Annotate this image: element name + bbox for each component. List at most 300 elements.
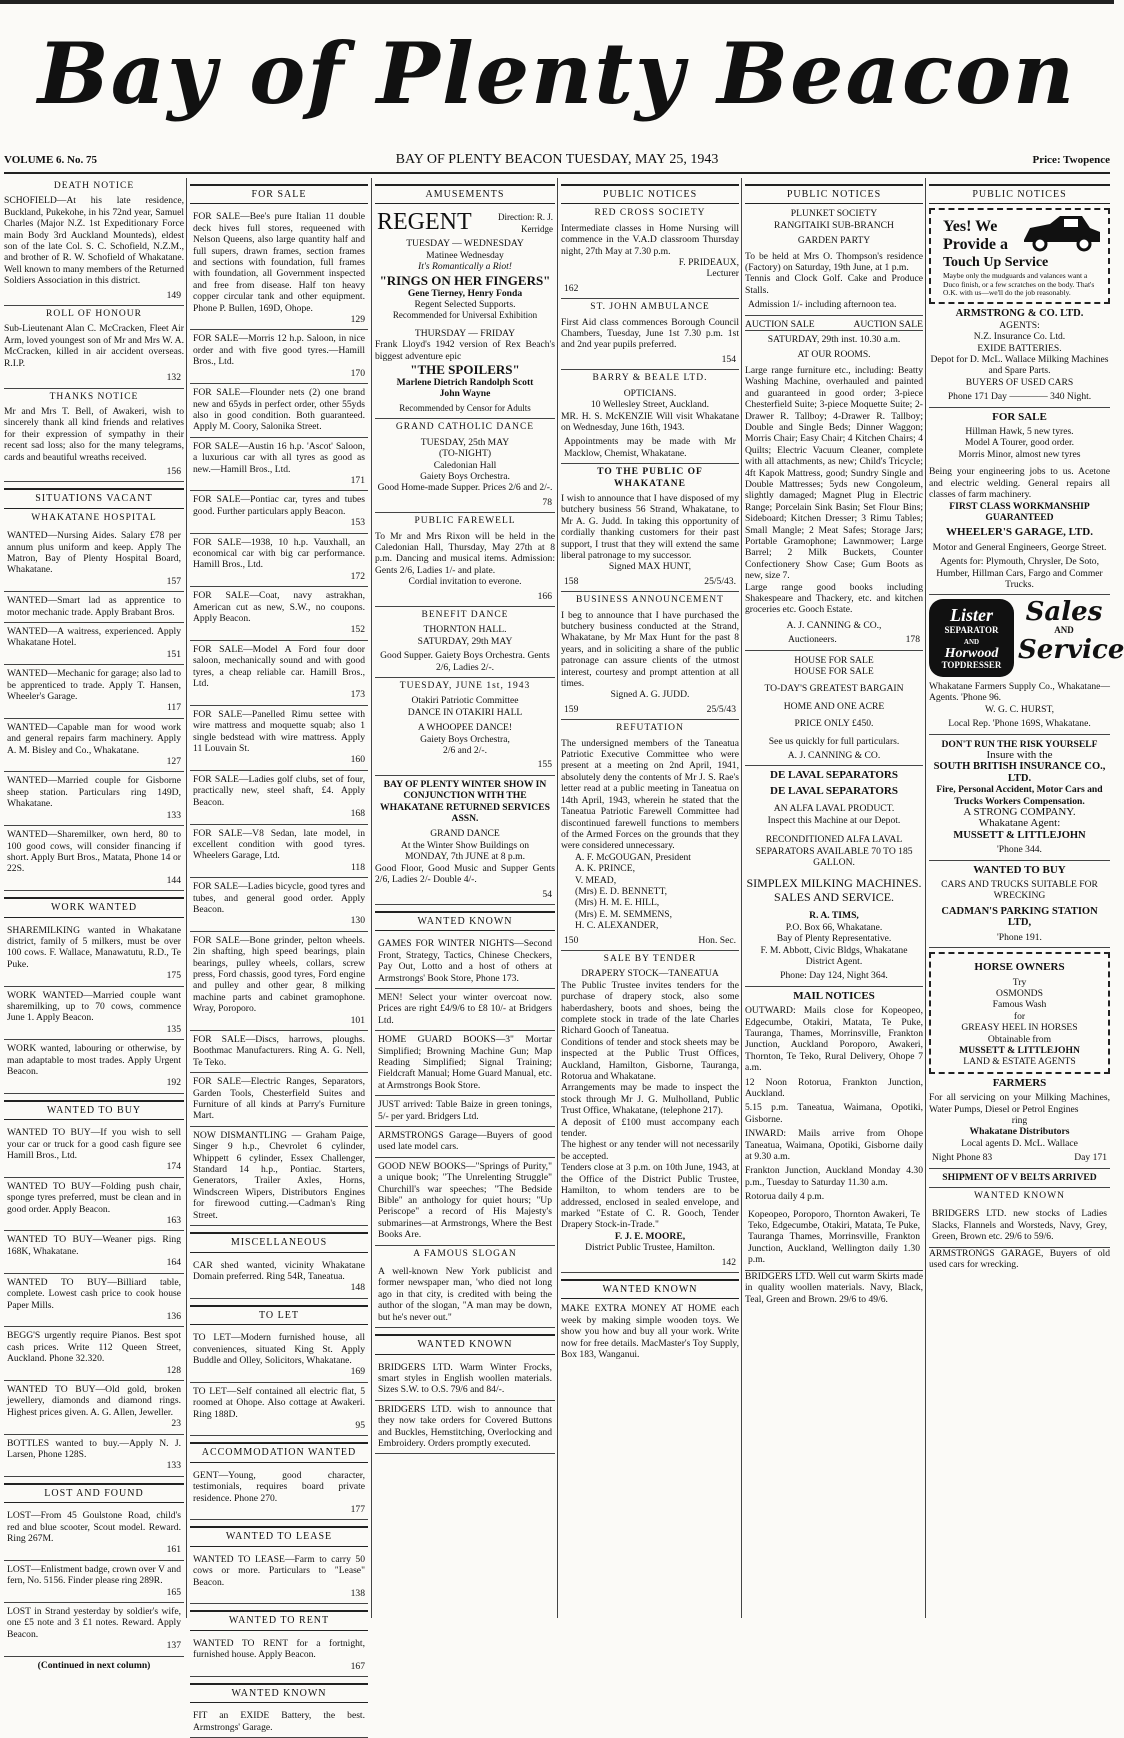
classified-ad <box>190 1257 368 1299</box>
situations-vacant-heading: SITUATIONS VACANT <box>4 488 184 508</box>
simplex: SIMPLEX MILKING MACHINES. <box>746 876 922 891</box>
ad-ref: 129 <box>350 314 365 326</box>
hospital-heading: WHAKATANE HOSPITAL <box>31 512 157 523</box>
business-heading: BUSINESS ANNOUNCEMENT <box>576 595 724 606</box>
tender-text-5: The highest or any tender will not necessarily be accepted. <box>561 1139 739 1162</box>
classified-ad-text: LOST—Enlistment badge, crown over V and fern, No. 5156. Finder please ring 289R. <box>7 1563 181 1587</box>
wheelers-garage: WHEELER'S GARAGE, LTD. <box>946 526 1093 539</box>
classified-ad <box>375 935 555 989</box>
ad-ref: 118 <box>350 861 365 873</box>
work-wanted-list <box>4 922 184 1094</box>
auction-date: SATURDAY, 29th inst. 10.30 a.m. <box>745 330 923 345</box>
classified-ad-text: GOOD NEW BOOKS—"Springs of Purity," a unique book; "The Unrelenting Struggle" Churchill's war speeches; "The Bedside Bible" an anthology for quiet hours; "Up Periscope" a record of His Majesty's submarines—at Armstrongs, Where the Best Books Are. <box>378 1160 552 1241</box>
ad-ref: 138 <box>350 1588 365 1600</box>
film-1-stars: Gene Tierney, Henry Fonda <box>407 287 523 299</box>
mail-inward: INWARD: Mails arrive from Ohope Taneatua, Waimana, Opotiki, Gisborne daily at 9.30 a.m. <box>745 1128 923 1163</box>
classified-ad-text: FOR SALE—Morris 12 h.p. Saloon, in nice order and with five good tyres.—Hamill Bros., Ltd. <box>193 333 365 368</box>
wanted-known-heading: WANTED KNOWN <box>561 1279 739 1299</box>
whoopee-price: 2/6 and 2/-. <box>443 745 487 757</box>
classified-ad <box>4 1274 184 1328</box>
abbott: F. M. Abbott, Civic Bldgs, Whakatane District Agent. <box>760 944 908 967</box>
public-of-whakatane-heading: TO THE PUBLIC OF WHAKATANE <box>597 467 703 489</box>
public-sign: Signed MAX HUNT, <box>608 561 692 573</box>
ad-ref: 177 <box>350 1504 365 1515</box>
tender-text-3: Arrangements may be made to inspect the stock through Mr J. G. Mulholland, Public Trust Office, Whakatane, (telephone 217). <box>561 1082 739 1117</box>
classified-ad <box>4 1231 184 1273</box>
classified-ad <box>4 1561 184 1603</box>
column-3 <box>375 178 555 1618</box>
red-cross-heading: RED CROSS SOCIETY <box>594 208 706 219</box>
film-2-stars-2: John Wayne <box>439 388 491 400</box>
mail-noon: 12 Noon Rotorua, Frankton Junction, Auckland. <box>745 1076 923 1099</box>
film-2-title: "THE SPOILERS" <box>410 362 520 378</box>
column-rule <box>741 178 742 1618</box>
try: Try <box>1012 976 1027 988</box>
plunket-society: PLUNKET SOCIETY <box>790 208 878 220</box>
regent-days-1: TUESDAY — WEDNESDAY <box>406 238 524 250</box>
lost-and-found-heading: LOST AND FOUND <box>4 1483 184 1503</box>
catholic-dance-heading: GRAND CATHOLIC DANCE <box>395 422 535 433</box>
classified-ad <box>190 1467 368 1521</box>
classified-ad <box>190 1073 368 1127</box>
classified-ad <box>190 1707 368 1738</box>
barry-address: 10 Wellesley Street, Auckland. <box>590 399 710 411</box>
barry-opticians: OPTICIANS. <box>623 387 677 399</box>
classified-ad-text: ARMSTRONGS Garage—Buyers of good used late model cars. <box>378 1130 552 1153</box>
business-sign: Signed A. G. JUDD. <box>610 689 690 701</box>
classified-ad-text: WORK WANTED—Married couple want sharemilking, up to 70 cows, commence June 1. Apply Beacon. <box>7 989 181 1024</box>
ad-ref: 130 <box>350 915 365 927</box>
ad-ref: 165 <box>166 1586 181 1598</box>
touch-up-header <box>935 214 1104 298</box>
ad-ref: 95 <box>355 1419 365 1431</box>
ad-ref: 169 <box>350 1366 365 1378</box>
mail-notices-heading: MAIL NOTICES <box>793 989 875 1002</box>
ad-ref: 101 <box>350 1014 365 1026</box>
known-list <box>190 1707 368 1738</box>
ad-ref: 54 <box>375 886 555 905</box>
first-class: FIRST CLASS WORKMANSHIP GUARANTEED <box>949 500 1090 523</box>
refutation-ref-row <box>561 932 739 951</box>
classified-ad-text: WANTED—Capable man for wood work and general repairs farm machinery. Apply A. M. Bisley and Co., Whakatane. <box>7 721 181 756</box>
for: for <box>1013 1010 1026 1022</box>
tender-role: District Public Trustee, Hamilton. <box>585 1242 715 1254</box>
classified-ad <box>190 1383 368 1437</box>
ad-ref: 142 <box>561 1254 739 1273</box>
classified-ad-text: SHAREMILKING wanted in Whakatane district, family of 5 milkers, must be over 100 cows. F. Wallace, Manawatutu, R.D., Te Puke. <box>7 924 181 970</box>
death-notice-heading: DEATH NOTICE <box>53 181 135 191</box>
representative: Bay of Plenty Representative. <box>776 933 892 945</box>
column-6 <box>929 178 1124 1618</box>
classified-ad <box>190 1551 368 1605</box>
local-rep: Local Rep. 'Phone 169S, Whakatane. <box>929 715 1110 734</box>
classified-ad-text: TO LET—Self contained all electric flat, 5 roomed at Ohope. Also cottage at Awakeri. Ring 188D. <box>193 1385 365 1420</box>
wanted-to-buy-heading: WANTED TO BUY <box>4 1100 184 1120</box>
auction-sale-right: AUCTION SALE <box>853 318 923 330</box>
sale-morris: Morris Minor, almost new tyres <box>958 448 1081 460</box>
whakatane-agent: Whakatane Agent: <box>978 817 1061 830</box>
ad-ref: 132 <box>4 369 184 388</box>
classified-ad <box>190 1127 368 1226</box>
classified-ad-text: WANTED TO BUY—Billiard table, complete. Lowest cash price to cook house Paper Mills. <box>7 1276 181 1311</box>
sale-by-tender-heading: SALE BY TENDER <box>603 953 697 964</box>
canning-2: A. J. CANNING & CO. <box>745 747 923 766</box>
wanted-known-text: MAKE EXTRA MONEY AT HOME each week by making simple wooden toys. We show you how and buy all your work. Write now for free details. MacMaster's Toy Supply, Box 183, Wanganui. <box>561 1303 739 1360</box>
classified-ad <box>4 1381 184 1435</box>
accommodation-heading: ACCOMMODATION WANTED <box>190 1442 368 1462</box>
farewell-heading: PUBLIC FAREWELL <box>414 516 516 527</box>
ad-ref: 173 <box>350 689 365 701</box>
slogan-heading: A FAMOUS SLOGAN <box>413 1248 517 1259</box>
refutation-heading: REFUTATION <box>616 723 684 734</box>
classified-ad <box>190 825 368 879</box>
st-john-text: First Aid class commences Borough Council Chambers, Tuesday, June 1st 7.30 p.m. 1st and 2nd year pupils preferred. <box>561 316 739 351</box>
buyers-used-cars: BUYERS OF USED CARS <box>965 376 1074 388</box>
regent-days-2: THURSDAY — FRIDAY <box>414 327 516 339</box>
catholic-supper: Good Home-made Supper. Prices 2/6 and 2/-. <box>377 482 553 494</box>
wanted-to-rent-heading: WANTED TO RENT <box>190 1610 368 1630</box>
farmers-supply: Whakatane Farmers Supply Co., Whakatane—Agents. 'Phone 96. <box>929 680 1110 704</box>
public-ref-row <box>561 573 739 592</box>
classified-ad <box>4 665 184 719</box>
touch-up-ad <box>929 208 1110 304</box>
ad-ref: 192 <box>166 1077 181 1089</box>
classified-ad-text: WANTED—Sharemilker, own herd, 80 to 100 good cows, will consider financing if short. Apply Burt Bros., Matata, Phone 14 or 22S. <box>7 829 181 875</box>
sales-and-service: SALES AND SERVICE. <box>773 890 895 905</box>
mussett-littlejohn: MUSSETT & LITTLEJOHN <box>953 829 1086 841</box>
touch-up-small: Maybe only the mudguards and valances want a Duco finish, or a few scratches on the body. That's O.K. with us—we'll do the job reasonably. <box>943 271 1095 298</box>
known-list <box>375 935 555 1245</box>
reconditioned: RECONDITIONED ALFA LAVAL SEPARATORS AVAILABLE 70 TO 185 GALLON. <box>755 834 913 868</box>
tender-text-2: Conditions of tender and stock sheets may be inspected at the Public Trust Offices, Auckland, Hamilton, Gisborne, Tauranga, Rotorua and Whakatane. <box>561 1036 739 1083</box>
catholic-orchestra: Gaiety Boys Orchestra. <box>420 470 510 482</box>
matinee: Matinee Wednesday <box>426 249 504 261</box>
winter-text: Good Floor, Good Music and Supper Gents 2/6, Ladies 2/- Double 4/-. <box>375 862 555 886</box>
column-rule <box>925 178 926 1618</box>
ad-ref: 155 <box>375 756 555 775</box>
film-1-title: "RINGS ON HER FINGERS" <box>379 272 551 288</box>
classified-ad-text: FOR SALE—Model A Ford four door saloon, mechanically sound and with good tyres, a cheap reliable car. Hamill Bros., Ltd. <box>193 643 365 690</box>
for-sale-heading: FOR SALE <box>190 184 368 204</box>
miscellaneous-heading: MISCELLANEOUS <box>190 1232 368 1252</box>
known-1: BRIDGERS LTD. new stocks of Ladies Slacks, Flannels and Worsteds, Navy, Grey, Green, Brown etc. 29/6 to 59/6. <box>929 1205 1110 1247</box>
for-sale-list <box>190 208 368 1226</box>
mail-rotorua: Rotorua daily 4 p.m. <box>745 1191 825 1203</box>
ad-ref: 153 <box>350 517 365 529</box>
signatory: (Mrs) E. D. BENNETT, <box>575 885 668 897</box>
amusements-heading: AMUSEMENTS <box>375 184 555 204</box>
classified-ad-text: BRIDGERS LTD. Warm Winter Frocks, smart styles in English woollen materials. Sizes S.W. to O.S. 79/6 and 84/-. <box>378 1361 552 1396</box>
signatory: A. F. McGOUGAN, President <box>575 851 691 863</box>
osmonds: OSMONDS <box>996 987 1043 999</box>
sale-hillman: Hillman Hawk, 5 new tyres. <box>965 426 1074 438</box>
ad-ref: 154 <box>561 351 739 370</box>
classified-ad-text: MEN! Select your winter overcoat now. Prices are right £4/9/6 to £8 10/- at Bridgers Ltd. <box>378 991 552 1026</box>
hon-sec: Hon. Sec. <box>698 934 736 946</box>
classified-ad <box>190 587 368 641</box>
tender-text-4: A deposit of £100 must accompany each tender. <box>561 1116 739 1140</box>
roll-of-honour-heading: ROLL OF HONOUR <box>46 309 142 320</box>
classified-ad-text: WANTED TO BUY—Weaner pigs. Ring 168K, Whakatane. <box>7 1234 181 1257</box>
classified-ad <box>375 1359 555 1401</box>
business-date: 25/5/43 <box>706 703 736 715</box>
classified-ad <box>190 706 368 771</box>
lister-word: Lister <box>950 605 993 626</box>
misc-list <box>190 1257 368 1299</box>
price: Price: Twopence <box>1032 154 1110 166</box>
catholic-date: TUESDAY, 25th MAY <box>420 436 510 448</box>
classified-ad <box>4 922 184 987</box>
classified-ad <box>4 826 184 891</box>
regent-name: REGENT <box>377 209 472 236</box>
classified-ad-text: WANTED—Smart lad as apprentice to motor mechanic trade. Apply Brabant Bros. <box>7 595 181 618</box>
topdresser-word: TOPDRESSER <box>941 659 1002 670</box>
classified-ad <box>375 1158 555 1246</box>
ad-ref: 172 <box>350 570 365 582</box>
wanted-known-heading-2: WANTED KNOWN <box>375 1334 555 1354</box>
ad-ref: 156 <box>4 463 184 482</box>
horse-owners-heading: HORSE OWNERS <box>974 961 1065 974</box>
sales-and-word: AND <box>1054 625 1074 636</box>
classified-ad-text: JUST arrived: Table Baize in green tonings, 5/- per yard. Bridgers Ltd. <box>378 1099 552 1122</box>
classified-ad-text: WANTED TO RENT for a fortnight, furnished house. Apply Beacon. <box>193 1637 365 1661</box>
motor-engineers: Motor and General Engineers, George Street. <box>932 541 1107 553</box>
classified-ad <box>190 534 368 588</box>
film-2-blurb: Frank Lloyd's 1942 version of Rex Beach's biggest adventure epic <box>375 339 555 362</box>
mail-outward: OUTWARD: Mails close for Kopeopeo, Edgecumbe, Otakiri, Matata, Te Puke, Tauranga, Thames, Morrinsville, Frankton Junction, Auckland Poroporo, Awakeri, Thornton, Te Teko, Rural Delivery, Ohope 7 a.m. <box>745 1005 923 1074</box>
classified-ad-text: FOR SALE—Electric Ranges, Separators, Garden Tools, Chesterfield Suites and Furniture of all kinds at Parry's Furniture Mart. <box>193 1076 365 1122</box>
catholic-hall: Caledonian Hall <box>433 459 497 471</box>
classified-ad <box>375 1127 555 1158</box>
bridgers-skirts: BRIDGERS LTD. Well cut warm Skirts made in quality woollen materials. Navy, Black, Teal, Green and Brown. 29/6 to 49/6. <box>745 1270 923 1305</box>
wanted-known-heading: WANTED KNOWN <box>190 1683 368 1703</box>
column-rule <box>371 178 372 1618</box>
ad-ref: 78 <box>375 494 555 513</box>
benefit-dance-heading: BENEFIT DANCE <box>421 609 509 620</box>
benefit-text: Good Supper. Gaiety Boys Orchestra. Gents 2/6, Ladies 2/-. <box>375 647 555 678</box>
signatory: H. C. ALEXANDER, <box>575 920 659 932</box>
garden-party: GARDEN PARTY <box>797 235 871 247</box>
ad-ref: 170 <box>350 367 365 379</box>
public-notices-heading: PUBLIC NOTICES <box>561 184 739 204</box>
public-notices-heading: PUBLIC NOTICES <box>929 184 1110 204</box>
classified-ad <box>190 932 368 1031</box>
classified-ad-text: WANTED TO BUY—Old gold, broken jewellery, diamonds and diamond rings. Highest prices given. A. G. Allen, Jeweller. <box>7 1383 181 1418</box>
sale-model-a: Model A Tourer, good order. <box>964 437 1075 449</box>
ad-ref: 157 <box>166 575 181 587</box>
hurst: W. G. C. HURST, <box>984 703 1055 715</box>
phone-171: Phone 171 Day ———— 340 Night. <box>929 388 1110 407</box>
ad-ref: 135 <box>166 1023 181 1035</box>
classified-ad <box>4 1435 184 1477</box>
exide: EXIDE BATTERIES. <box>977 342 1062 354</box>
ad-ref: 164 <box>166 1257 181 1269</box>
distributors: Whakatane Distributors <box>969 1126 1070 1138</box>
situations-list <box>4 527 184 891</box>
signatory: V. MEAD, <box>575 874 617 886</box>
wanted-to-buy-heading: WANTED TO BUY <box>973 863 1066 876</box>
masthead-title: Bay of Plenty Beacon <box>37 24 1077 123</box>
horse-owners-ad <box>929 952 1110 1074</box>
classified-ad <box>4 592 184 623</box>
obtainable: Obtainable from <box>987 1033 1052 1045</box>
grand-dance: GRAND DANCE <box>430 828 500 840</box>
separator-word: SEPARATOR <box>944 625 999 636</box>
classified-ad <box>4 772 184 826</box>
phones-row <box>929 1149 1110 1168</box>
garden-text: To be held at Mrs O. Thompson's residence (Factory) on Saturday, 19th June, at 1 p.m. <box>745 250 923 274</box>
accommodation-list <box>190 1467 368 1521</box>
classified-ad <box>190 330 368 384</box>
classified-ad-text: GAMES FOR WINTER NIGHTS—Second Front, Strategy, Tactics, Chinese Checkers, Pay Out, Lotto and a host of others at Armstrongs' Book Store, Phone 173. <box>378 938 552 984</box>
public-date: 25/5/43. <box>704 575 736 587</box>
whoopee-orchestra: Gaiety Boys Orchestra, <box>420 733 510 745</box>
ad-ref: 127 <box>166 756 181 768</box>
rangitaiki-sub-branch: RANGITAIKI SUB-BRANCH <box>774 219 894 231</box>
work-wanted-heading: WORK WANTED <box>4 897 184 917</box>
classified-ad-text: FOR SALE—Discs, harrows, ploughs. Boothmac Manufacturers. Ring A. G. Nell, Te Teko. <box>193 1034 365 1068</box>
classified-ad <box>4 527 184 592</box>
ad-ref: 133 <box>166 1460 181 1472</box>
catholic-tonight: (TO-NIGHT) <box>438 448 492 460</box>
film-2-stars: Marlene Dietrich Randolph Scott <box>396 377 534 389</box>
agents-for: Agents for: Plymouth, Chrysler, De Soto, Humber, Hillman Cars, Fargo and Commer Trucks. <box>929 553 1110 595</box>
barry-text-2: Appointments may be made with Mr Macklow, Chemist, Whakatane. <box>561 433 739 464</box>
film-2-rating: Recommended by Censor for Adults <box>375 400 555 419</box>
business-ref-row <box>561 701 739 720</box>
armstrong: ARMSTRONG & CO. LTD. <box>955 308 1084 320</box>
famous-wash: Famous Wash <box>992 999 1047 1011</box>
tender-text: The Public Trustee invites tenders for the purchase of drapery stock, also some haberdashery, boots and shoes, being the complete stock in trade of the late Charles Richard Gooch of Taneatua. <box>561 979 739 1037</box>
dateline-bar <box>4 150 1110 174</box>
classified-ad-text: WANTED—Nursing Aides. Salary £78 per annum plus uniform and keep. Apply The Matron, Bay of Plenty Hospital Board, Whakatane. <box>7 530 181 576</box>
cadman: CADMAN'S PARKING STATION LTD, <box>941 905 1098 929</box>
classified-ad-text: FOR SALE—1938, 10 h.p. Vauxhall, an economical car with big car performance. Hamill Bros., Ltd. <box>193 536 365 571</box>
insure: Insure with the <box>986 749 1053 761</box>
red-cross-sign: F. PRIDEAUX, <box>678 257 739 269</box>
ad-ref: 151 <box>166 648 181 660</box>
classified-ad-text: BOTTLES wanted to buy.—Apply N. J. Larsen, Phone 128S. <box>7 1437 181 1460</box>
car-icon <box>1020 214 1102 252</box>
garden-text-2: Tennis and Clock Golf. Cake and Produce Stalls. <box>745 273 923 296</box>
classified-ad <box>375 1031 555 1096</box>
thanks-notice-text: Mr and Mrs T. Bell, of Awakeri, wish to sincerely thank all kind friends and relatives for their expression of sympathy in their recent sad loss; also for the many telegrams, cards and beautiful wreaths received. <box>4 405 184 463</box>
to-let-heading: TO LET <box>190 1305 368 1325</box>
night-phone: Night Phone 83 <box>932 1152 993 1164</box>
classified-ad-text: WANTED TO BUY—Folding push chair, sponge tyres preferred, must be clean and in good order. Apply Beacon. <box>7 1180 181 1215</box>
ad-ref: 133 <box>166 809 181 821</box>
farmers-text: For all servicing on your Milking Machines, Water Pumps, Diesel or Petrol Engines <box>929 1092 1110 1115</box>
land-estate: LAND & ESTATE AGENTS <box>963 1056 1076 1068</box>
and-word: AND <box>963 637 980 646</box>
classified-ad <box>375 1401 555 1455</box>
house-price: PRICE ONLY £450. <box>794 718 874 730</box>
classified-ad <box>4 987 184 1041</box>
classified-ad-text: WANTED TO BUY—If you wish to sell your car or truck for a good cash figure see Hamill Bros., Ltd. <box>7 1127 181 1162</box>
death-notice-text: SCHOFIELD—At his late residence, Buckland, Pukekohe, in his 72nd year, Samuel Charles (Major N.Z. 1st Expeditionary Force main Body 3rd Auckland Mounteds), eldest son of the late Col. S. C. Schofield, N.Z.M., and brother of R. W. Schofield of Whakatane. Well known to many members of the Returned Soldiers Association in this district. <box>4 195 184 287</box>
classified-ad <box>190 1031 368 1073</box>
inspect-machine: Inspect this Machine at our Depot. <box>767 814 901 826</box>
refutation-text: The undersigned members of the Taneatua Patriotic Executive Committee who were present at a meeting on 2nd April, 1941, absolutely deny the contents of Mr J. S. Rae's letter read at a public meeting in Taneatua on 14th April, 1943, wherein he stated that the Taneatua Patriotic Farewell Committee had discontinued farewell functions to members of the Armed Forces on the grounds that they were considered unnecessary. <box>561 737 739 852</box>
po-box: P.O. Box 66, Whakatane. <box>785 921 883 933</box>
ad-ref: 175 <box>166 970 181 982</box>
ad-ref: 136 <box>166 1310 181 1322</box>
home-and-acre: HOME AND ONE ACRE <box>783 700 885 712</box>
classified-ad-text: GENT—Young, good character, testimonials, requires board private residence. Phone 270. <box>193 1469 365 1504</box>
service-word: Service <box>1018 634 1124 665</box>
lease-list <box>190 1551 368 1605</box>
de-laval-2: DE LAVAL SEPARATORS <box>770 784 898 797</box>
tender-sign: F. J. E. MOORE, <box>614 1230 686 1242</box>
auction-sale-left: AUCTION SALE <box>745 318 815 330</box>
ad-ref: 162 <box>561 280 739 299</box>
masthead <box>0 0 1114 150</box>
signatories <box>561 852 739 932</box>
classified-ad <box>190 1329 368 1383</box>
risk: DON'T RUN THE RISK YOURSELF <box>941 738 1098 750</box>
day-phone: Day 171 <box>1074 1152 1107 1164</box>
phone-numbers: Phone: Day 124, Night 364. <box>745 967 923 986</box>
phone-191: 'Phone 191. <box>929 929 1110 948</box>
column-4 <box>561 178 739 1618</box>
ad-ref: 117 <box>166 702 181 714</box>
classified-ad-text: WANTED TO LEASE—Farm to carry 50 cows or more. Particulars to "Lease" Beacon. <box>193 1553 365 1588</box>
classified-ad <box>4 623 184 665</box>
column-1 <box>4 178 184 1671</box>
for-sale-heading: FOR SALE <box>992 410 1047 423</box>
classified-ad-text: BEGG'S urgently require Pianos. Best spot cash prices. Write 112 Queen Street, Auckland. Phone 32.320. <box>7 1330 181 1365</box>
mail-five: 5.15 p.m. Taneatua, Waimana, Opotiki, Gisborne. <box>745 1102 923 1125</box>
st-john-heading: ST. JOHN AMBULANCE <box>590 302 710 313</box>
farewell-invitation: Cordial invitation to everone. <box>408 576 522 588</box>
ad-ref: 163 <box>166 1215 181 1227</box>
farmers-heading: FARMERS <box>992 1076 1047 1089</box>
classified-ad <box>190 438 368 492</box>
auction-heading <box>745 319 923 330</box>
classified-ad-text: LOST—From 45 Goulstone Road, child's red and blue scooter, Scout model. Reward. Ring 267M. <box>7 1510 181 1544</box>
classified-ad-text: BRIDGERS LTD. wish to announce that they now take orders for Covered Buttons and Buckles, Hemstitching, Overlocking and Embroidery. Orders promptly executed. <box>378 1403 552 1449</box>
ad-ref: 144 <box>166 874 181 886</box>
sales-and-service-logo <box>1018 597 1124 677</box>
wanted-known-heading: WANTED KNOWN <box>375 911 555 931</box>
benefit-date: SATURDAY, 29th MAY <box>417 635 513 647</box>
auction-text-2: Large range good books including Shakespeare and Thackery, etc. and kitchen groceries etc. Gooch Estate. <box>745 581 923 616</box>
public-text: I wish to announce that I have disposed of my butchery business 56 Strand, Whakatane, to Mr A. G. Judd. In taking this opportunity of cordially thanking customers for their past support, I trust that they will extend the same liberal patronage to my successor. <box>561 492 739 561</box>
strong-company: A STRONG COMPANY. <box>963 806 1076 819</box>
classified-ad <box>4 1040 184 1094</box>
ad-ref: 174 <box>166 1161 181 1173</box>
column-5 <box>745 178 923 1618</box>
ad-ref: 137 <box>166 1640 181 1652</box>
auction-text: Large range furniture etc., including: Beatty Washing Machine, overhauled and painted and guaranteed in good order; 3-piece Chesterfield Suite; 3-piece Moquette Suite; 2-Drawer R. Tallboy; 4-Drawer R. Tallboy; Double and Single Beds; Dinner Waggon; Morris Chair; Easy Chair; 4 Kitchen Chairs; 4 Quilts; Electric Vacuum Cleaner, complete with all attachments, as new; Child's Tricycle; 4ft Kapok Mattress, good; Sundry Single and Double Mattresses; 5yds new Congoleum, slightly damaged; Magnet Plug in Electric Range; Porcelain Sink Basin; Set Flour Bins; Sideboard; Kitchen Dresser; 3 Rimu Tables; Small Mangle; 2 Meat Safes; Storage Jars; Portable Gramophone; Lawnmower; Large Barrel; 2 Milk Buckets, Counter Confectionery Show Case; Gum Boots as new, size 7. <box>745 364 923 582</box>
ad-ref: 167 <box>350 1660 365 1672</box>
classified-ad-text: FOR SALE—Panelled Rimu settee with wire mattress and moquette squab; also 1 single bedstead with wire mattress. Apply 11 Louvain St. <box>193 708 365 755</box>
south-british: SOUTH BRITISH INSURANCE CO., LTD. <box>933 761 1106 784</box>
classified-ad-text: FOR SALE—Bee's pure Italian 11 double deck hives full stores, requeened with Nelson Queens, also large quantity half and full supers, drawn frames, section frames and sections with foundation, full frames with foundation, all Government inspected and free from disease. Half ton heavy copper circular tank and other equipment. Phone P. Bullen, 169D, Ohope. <box>193 211 365 314</box>
ring: ring <box>1011 1114 1028 1126</box>
touch-up-service: Touch Up Service <box>943 255 1049 271</box>
whoopee-dance: A WHOOPEE DANCE! <box>417 722 513 734</box>
farewell-text: To Mr and Mrs Rixon will be held in the Caledonian Hall, Thursday, May 27th at 8 p.m. Dancing and musical items. Admission: Gents 2/6, Ladies 1/- and plate. <box>375 530 555 576</box>
column-rule <box>186 178 187 1618</box>
classified-ad-text: WANTED—Mechanic for garage; also lad to be apprenticed to trade. Apply T. Hansen, Wheeler's Garage. <box>7 668 181 703</box>
ad-ref: 166 <box>375 588 555 607</box>
regent-direction: Direction: R. J. Kerridge <box>498 212 553 234</box>
alfa-laval-product: AN ALFA LAVAL PRODUCT. <box>773 803 895 815</box>
known-list-2 <box>375 1359 555 1455</box>
classified-ad-text: FOR SALE—Pontiac car, tyres and tubes good. Further particulars apply Beacon. <box>193 494 365 517</box>
ad-ref: 158 <box>564 575 579 587</box>
